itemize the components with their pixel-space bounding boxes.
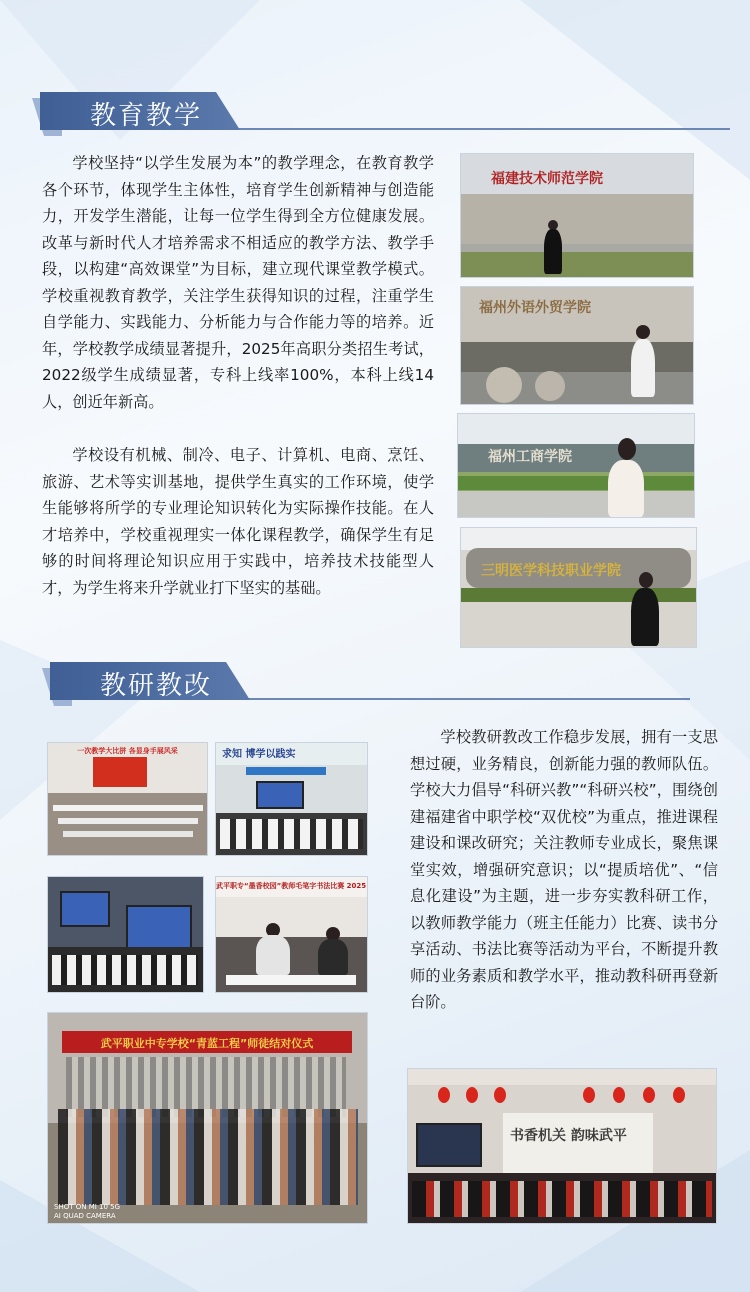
research-paragraph: 学校教研教改工作稳步发展，拥有一支思想过硬，业务精良，创新能力强的教师队伍。学校大力倡导“科研兴教”“科研兴校”，围绕创建福建省中职学校“双优校”为重点，推进课程建设和课改研究；关注教师专业成长，聚焦课堂实效，增强研究意识；以“提质培优”、“信息化建设”为主题，进一步夯实教科研工作，以教师教学能力（班主任能力）比赛、读书分享活动、书法比赛等活动为平台，不断提升教师的业务素质和教学水平，推动教科研再登新台阶。 <box>410 728 718 1011</box>
photo-college-3 <box>457 413 695 518</box>
college-sign: 福州工商学院 <box>488 449 572 465</box>
section-title: 教育教学 <box>90 101 203 131</box>
college-sign: 福建技术师范学院 <box>491 171 603 187</box>
photo-banner: 求知 博学以践实 <box>222 749 296 760</box>
section-header-research <box>50 662 690 702</box>
photo-college-2 <box>460 286 694 405</box>
calligraphy-text: 书香机关 韵味武平 <box>510 1128 627 1144</box>
photo-college-4 <box>460 527 697 648</box>
photo-calligraphy-contest <box>215 876 368 993</box>
photo-banner: 武平职专“墨香校园”教师毛笔字书法比赛 2025 <box>216 882 367 890</box>
header-rule <box>170 128 730 130</box>
photo-banner: 一次教学大比拼 各显身手展风采 <box>77 747 178 755</box>
photo-lecture <box>47 876 204 993</box>
photo-reading-activity <box>407 1068 717 1224</box>
section-header-education <box>40 92 730 132</box>
college-sign: 福州外语外贸学院 <box>479 300 591 316</box>
photo-college-1 <box>460 153 694 278</box>
education-paragraph-1: 学校坚持“以学生发展为本”的教学理念，在教育教学各个环节，体现学生主体性，培育学生创新精神与创造能力，开发学生潜能，让每一位学生得到全方位健康发展。 改革与新时代人才培养需求不相适应的教学方法、教学手段，以构建“高效课堂”为目标，建立现代课堂教学模式。学校重视教育教学，关注学生获得知识的过程，注重学生自学能力、实践能力、分析能力与合作能力等的培养。近年，学校教学成绩显著提升，2025年高职分类招生考试，2022级学生成绩显著，专科上线率100%，本科上线14人，创近年新高。 <box>42 154 434 411</box>
education-paragraph-2: 学校设有机械、制冷、电子、计算机、电商、烹饪、旅游、艺术等实训基地，提供学生真实的工作环境，使学生能够将所学的专业理论知识转化为实际操作技能。在人才培养中，学校重视理实一体化课程教学，确保学生有足够的时间将理论知识应用于实践中，培养技术技能型人才，为学生将来升学就业打下坚实的基础。 <box>42 446 434 597</box>
camera-watermark: SHOT ON MI 10 5G AI QUAD CAMERA <box>54 1203 121 1220</box>
header-rule <box>180 698 690 700</box>
section-title: 教研教改 <box>100 671 213 701</box>
photo-seminar <box>215 742 368 856</box>
college-sign: 三明医学科技职业学院 <box>481 563 621 579</box>
photo-teaching-competition <box>47 742 208 856</box>
ceremony-banner: 武平职业中专学校“青蓝工程”师徒结对仪式 <box>100 1037 314 1050</box>
photo-group-ceremony <box>47 1012 368 1224</box>
